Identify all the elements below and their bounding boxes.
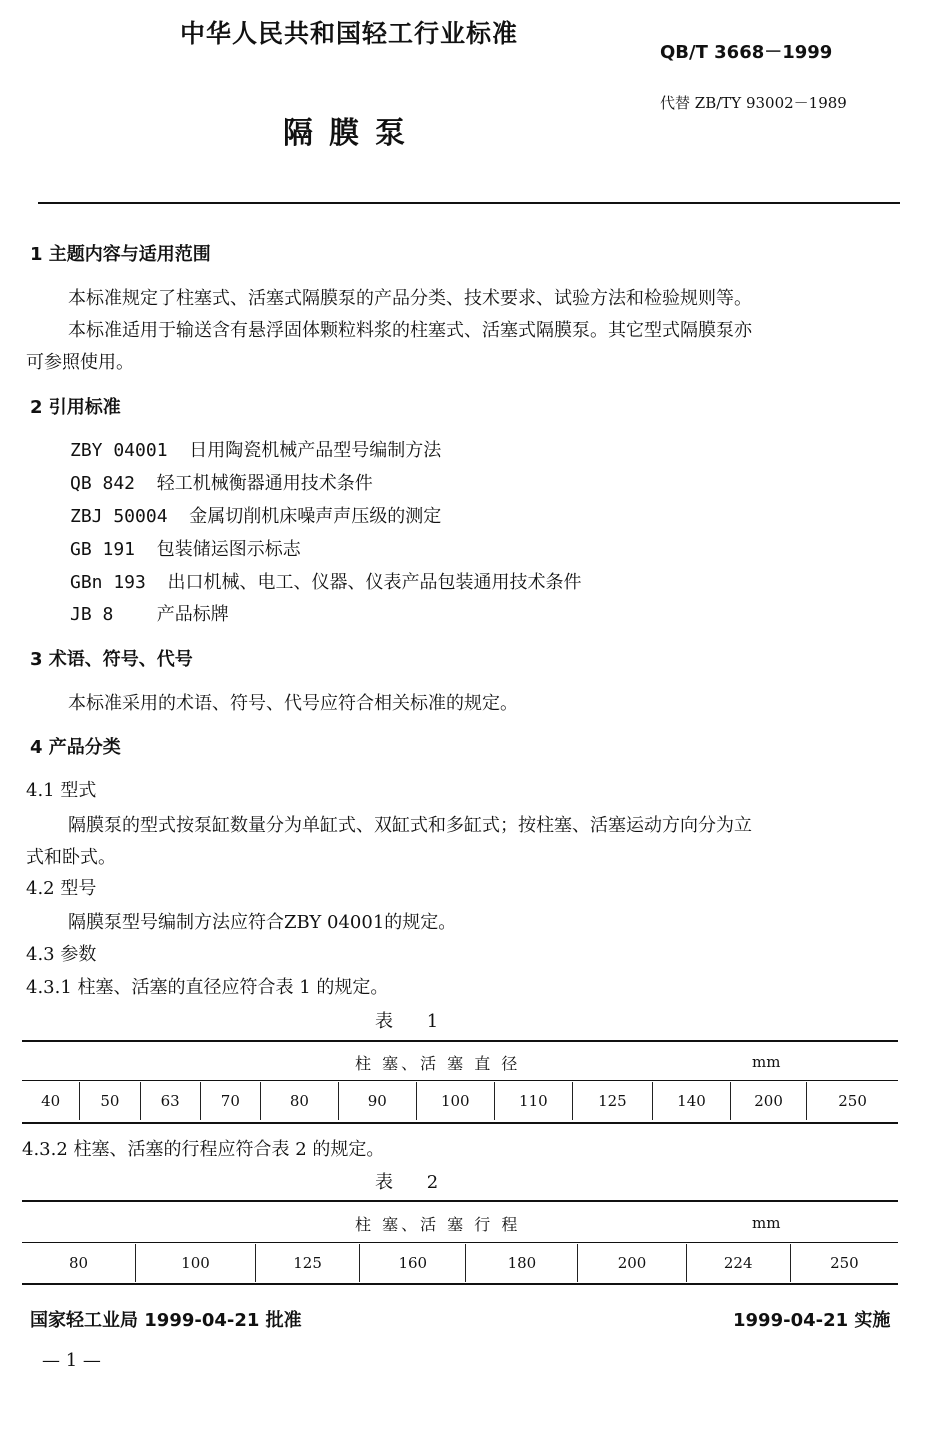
table-2	[22, 1244, 898, 1282]
reference-item	[70, 469, 373, 495]
reference-title: 产品标牌	[156, 604, 229, 625]
table-2-top-rule	[22, 1200, 898, 1202]
reference-title: 金属切削机床噪声声压级的测定	[189, 506, 442, 527]
table-2-mid-rule	[22, 1242, 898, 1243]
table-cell: 140	[652, 1082, 730, 1120]
table-row	[22, 1244, 898, 1282]
table-1-caption: 表 1	[375, 1011, 453, 1032]
reference-item	[70, 502, 441, 528]
reference-code: ZBJ 50004	[70, 506, 168, 527]
table-cell: 100	[416, 1082, 494, 1120]
reference-code: GB 191	[70, 539, 136, 560]
reference-code: QB 842	[70, 473, 136, 494]
section-4-2-heading: 4.2 型号	[26, 878, 97, 899]
table-2-caption: 表 2	[375, 1172, 453, 1193]
reference-title: 包装储运图示标志	[156, 539, 301, 560]
table-cell: 250	[807, 1082, 898, 1120]
section-4-3-1-text: 4.3.1 柱塞、活塞的直径应符合表 1 的规定。	[26, 977, 389, 998]
table-1	[22, 1082, 898, 1120]
table-row	[22, 1082, 898, 1120]
table-cell: 80	[68, 1254, 89, 1272]
table-cell: 110	[494, 1082, 572, 1120]
reference-code: ZBY 04001	[70, 440, 168, 461]
section-4-1-heading: 4.1 型式	[26, 780, 97, 801]
reference-item	[70, 600, 229, 626]
table-cell: 180	[466, 1244, 578, 1282]
page-number: — 1 —	[42, 1350, 101, 1371]
section-3-heading: 3 术语、符号、代号	[30, 649, 193, 670]
table-cell: 224	[686, 1244, 790, 1282]
table-cell: 63	[140, 1082, 200, 1120]
reference-code: GBn 193	[70, 572, 146, 593]
table-cell: 50	[80, 1082, 140, 1120]
table-cell: 200	[578, 1244, 686, 1282]
section-4-2-paragraph: 隔膜泵型号编制方法应符合ZBY 04001的规定。	[68, 912, 457, 933]
header-rule	[38, 202, 900, 204]
org-title: 中华人民共和国轻工行业标准	[180, 19, 519, 48]
section-3-paragraph: 本标准采用的术语、符号、代号应符合相关标准的规定。	[68, 693, 518, 714]
reference-item	[70, 436, 441, 462]
table-cell: 250	[790, 1244, 898, 1282]
table-2-unit: mm	[752, 1214, 781, 1232]
table-cell: 160	[360, 1244, 466, 1282]
effective-date: 1999-04-21 实施	[733, 1310, 891, 1331]
table-cell: 100	[135, 1244, 255, 1282]
replaces-note: 代替 ZB/TY 93002－1989	[660, 94, 847, 112]
reference-title: 日用陶瓷机械产品型号编制方法	[189, 440, 442, 461]
table-cell: 125	[572, 1082, 652, 1120]
section-4-3-heading: 4.3 参数	[26, 944, 97, 965]
section-4-heading: 4 产品分类	[30, 737, 121, 758]
section-1-heading: 1 主题内容与适用范围	[30, 244, 211, 265]
table-1-top-rule	[22, 1040, 898, 1042]
table-2-header: 柱 塞、活 塞 行 程	[355, 1215, 521, 1234]
approval-note: 国家轻工业局 1999-04-21 批准	[30, 1310, 302, 1331]
reference-code: JB 8	[70, 604, 114, 625]
reference-title: 轻工机械衡器通用技术条件	[156, 473, 373, 494]
section-1-paragraph-2: 本标准适用于输送含有悬浮固体颗粒料浆的柱塞式、活塞式隔膜泵。其它型式隔膜泵亦	[68, 320, 752, 341]
section-4-1-paragraph: 隔膜泵的型式按泵缸数量分为单缸式、双缸式和多缸式；按柱塞、活塞运动方向分为立	[68, 815, 752, 836]
table-cell: 80	[260, 1082, 338, 1120]
table-1-mid-rule	[22, 1080, 898, 1081]
table-1-bottom-rule	[22, 1122, 898, 1124]
section-1-paragraph-2-cont: 可参照使用。	[26, 352, 134, 373]
standard-code: QB/T 3668－1999	[660, 42, 833, 63]
reference-title: 出口机械、电工、仪器、仪表产品包装通用技术条件	[167, 572, 582, 593]
table-1-unit: mm	[752, 1053, 781, 1071]
section-4-1-paragraph-cont: 式和卧式。	[26, 847, 116, 868]
table-1-header: 柱 塞、活 塞 直 径	[355, 1054, 521, 1073]
section-4-3-2-text: 4.3.2 柱塞、活塞的行程应符合表 2 的规定。	[22, 1139, 385, 1160]
table-cell: 70	[200, 1082, 260, 1120]
section-1-paragraph-1: 本标准规定了柱塞式、活塞式隔膜泵的产品分类、技术要求、试验方法和检验规则等。	[68, 288, 752, 309]
table-cell: 125	[256, 1244, 360, 1282]
table-cell: 40	[41, 1092, 61, 1110]
document-title: 隔膜泵	[283, 116, 421, 151]
table-cell: 90	[338, 1082, 416, 1120]
section-2-heading: 2 引用标准	[30, 397, 121, 418]
reference-item	[70, 568, 582, 594]
table-2-bottom-rule	[22, 1283, 898, 1285]
table-cell: 200	[731, 1082, 807, 1120]
reference-item	[70, 535, 301, 561]
